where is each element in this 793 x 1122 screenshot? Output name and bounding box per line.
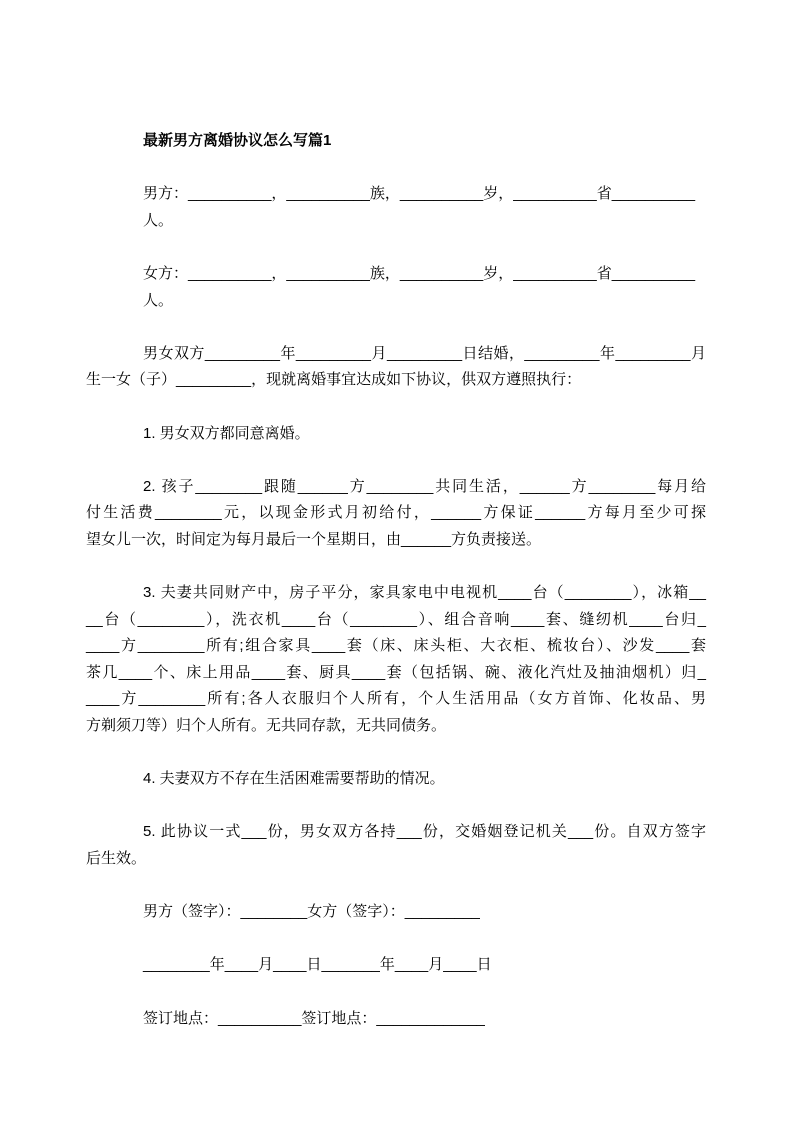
date-line: ________年____月____日_______年____月____日 — [143, 956, 492, 974]
signing-location-line: 签订地点：__________签订地点：_____________ — [143, 1009, 485, 1027]
marriage-info-line-2: 生一女（子）_________，现就离婚事宜达成如下协议，供双方遵照执行： — [86, 371, 582, 389]
clause-1-line: 1. 男女双方都同意离婚。 — [143, 424, 310, 442]
clause-2-line-2: 付生活费________元，以现金形式月初给付，______方保证______方每月至少可探 — [86, 504, 706, 522]
party-b-line: 女方：__________，__________族，__________岁，__________省__________人。 — [143, 264, 696, 309]
clause-3-line-3: ____方________所有;组合家具____套（床、床头柜、大衣柜、梳妆台）、沙发____套 — [86, 637, 706, 655]
signature-line: 男方（签字）：________女方（签字）：_________ — [143, 903, 480, 921]
marriage-info-block — [86, 341, 706, 394]
clause-4-line: 4. 夫妻双方不存在生活困难需要帮助的情况。 — [143, 770, 445, 788]
clause-5-line-2: 后生效。 — [86, 850, 147, 868]
document-title: 最新男方离婚协议怎么写篇1 — [143, 132, 332, 149]
signature-block — [86, 899, 706, 926]
clause-3-block — [86, 580, 706, 740]
date-block — [86, 952, 706, 979]
clause-2-line-3: 望女儿一次，时间定为每月最后一个星期日，由______方负责接送。 — [86, 530, 542, 548]
clause-1-block — [86, 421, 706, 448]
clause-4-block — [86, 766, 706, 793]
clause-3-line-6: 方剃须刀等）归个人所有。无共同存款，无共同债务。 — [86, 717, 447, 735]
clause-5-block — [86, 819, 706, 872]
signing-location-block — [86, 1006, 706, 1033]
clause-3-line-4: 茶几____个、床上用品____套、厨具____套（包括锅、碗、液化汽灶及抽油烟机）归_ — [86, 663, 706, 681]
clause-3-line-2: __台（________），洗衣机____台（________）、组合音响____套、缝纫机____台归_ — [86, 610, 706, 628]
party-a-line: 男方：__________，__________族，__________岁，__________省__________人。 — [143, 185, 696, 229]
clause-3-line-1: 3. 夫妻共同财产中，房子平分，家具家电中电视机____台（________），冰箱__ — [143, 584, 706, 602]
clause-5-line-1: 5. 此协议一式___份，男女双方各持___份，交婚姻登记机关___份。自双方签字 — [143, 823, 706, 841]
clause-2-line-1: 2. 孩子________跟随______方________共同生活，______方________每月给 — [143, 477, 706, 495]
party-b-block — [86, 261, 706, 314]
marriage-info-line-1: 男女双方_________年_________月_________日结婚，_________年_________月 — [143, 344, 706, 362]
clause-3-line-5: ____方________所有;各人衣服归个人所有，个人生活用品（女方首饰、化妆品、男 — [86, 690, 706, 708]
title-block — [86, 128, 706, 155]
clause-2-block — [86, 474, 706, 554]
party-a-block — [86, 181, 706, 234]
document-body — [86, 128, 706, 1059]
